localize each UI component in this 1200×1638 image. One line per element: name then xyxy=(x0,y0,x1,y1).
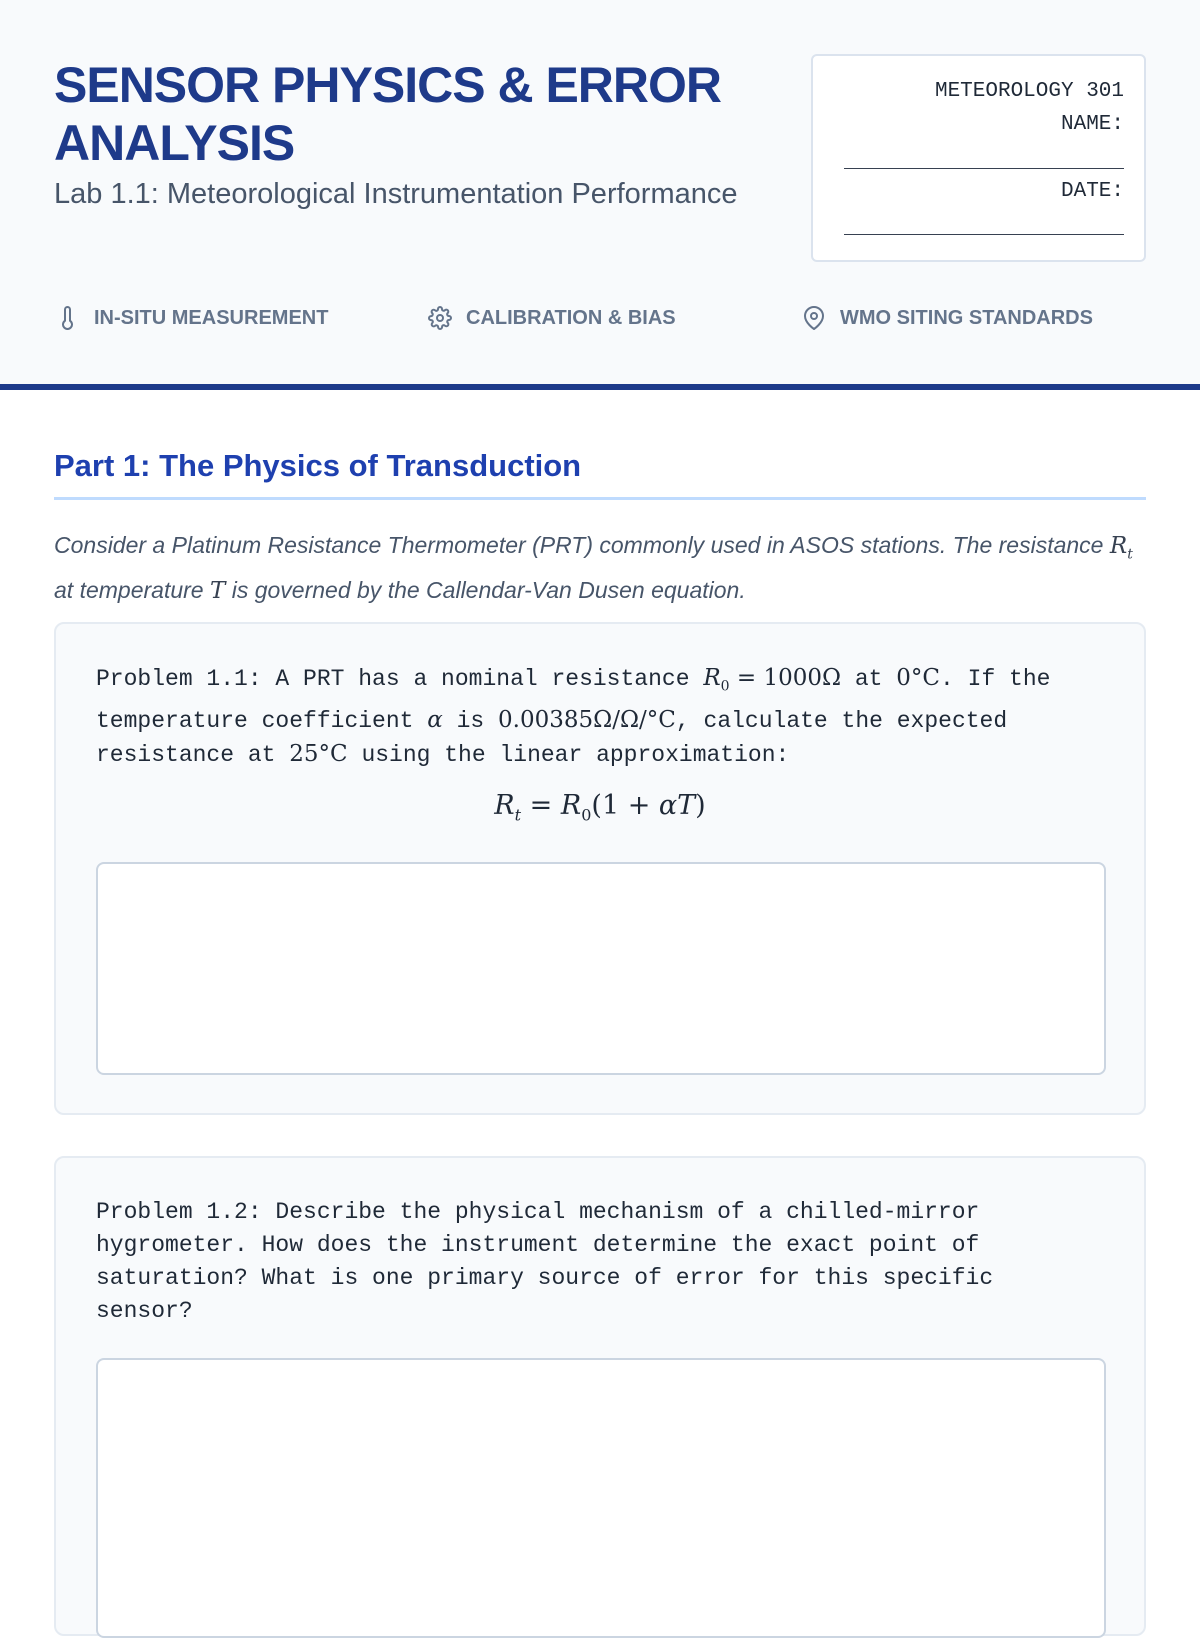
problem-text-part: at xyxy=(854,666,883,692)
tag-wmo-siting xyxy=(802,300,1093,336)
tag-label: WMO SITING STANDARDS xyxy=(840,306,1093,329)
gear-icon xyxy=(428,306,452,330)
intro-text: at temperature xyxy=(54,576,204,603)
tag-calibration xyxy=(428,300,676,336)
math-alpha: α xyxy=(427,706,443,733)
intro-text: is governed by the Callendar-Van Dusen equation. xyxy=(231,576,746,603)
problem-text-part: using the linear approximation: xyxy=(361,741,790,768)
course-code: METEOROLOGY 301 xyxy=(934,80,1124,103)
math-t: T xyxy=(209,577,226,604)
math-25-celsius: 25°C xyxy=(289,740,348,767)
problem-card xyxy=(54,622,1146,1115)
page-title: SENSOR PHYSICS & ERROR ANALYSIS xyxy=(54,57,722,171)
map-pin-icon xyxy=(802,306,826,330)
date-line[interactable] xyxy=(844,234,1124,235)
math-r-t: $R_t$ xyxy=(1109,533,1133,563)
intro-text: Consider a Platinum Resistance Thermometer (PRT) commonly used in ASOS stations. The resistance xyxy=(54,532,1104,558)
answer-box[interactable] xyxy=(96,1358,1106,1638)
math-r0-value: $R_0 = 1000\Omega$ xyxy=(703,665,842,695)
topic-tags xyxy=(54,300,1146,336)
math-zero-celsius: 0°C xyxy=(896,665,941,691)
page-subtitle: Lab 1.1: Meteorological Instrumentation Performance xyxy=(54,178,738,210)
math-alpha-value: 0.00385Ω/Ω/°C xyxy=(498,706,676,733)
formula-linear-approximation: $R_t = R_0(1 + \alpha T)$ xyxy=(494,790,706,825)
page-header xyxy=(0,0,1200,390)
name-line[interactable] xyxy=(844,168,1124,169)
problem-text-part: . If the temperature coefficient xyxy=(96,666,1051,734)
thermometer-icon xyxy=(56,306,80,330)
problem-card xyxy=(54,1156,1146,1636)
problem-text-part: is xyxy=(456,707,485,734)
tag-in-situ xyxy=(56,300,328,336)
section-heading: Part 1: The Physics of Transduction xyxy=(54,448,1146,500)
problem-text: Problem 1.2: Describe the physical mechanism of a chilled-mirror hygrometer. How does the instrument determine the exact point of saturation? What is one primary source of error for this specific sensor? xyxy=(96,1199,994,1324)
section-intro xyxy=(54,528,1146,609)
date-label: DATE: xyxy=(1060,180,1124,203)
tag-label: CALIBRATION & BIAS xyxy=(466,306,676,329)
student-info-card xyxy=(811,54,1146,262)
problem-text xyxy=(96,662,1096,772)
problem-text-part: , calculate the expected resistance at xyxy=(96,707,1008,768)
tag-label: IN-SITU MEASUREMENT xyxy=(94,306,329,329)
problem-text-part: Problem 1.1: A PRT has a nominal resistance xyxy=(96,666,690,692)
name-label: NAME: xyxy=(1060,113,1124,136)
answer-box[interactable] xyxy=(96,862,1106,1075)
